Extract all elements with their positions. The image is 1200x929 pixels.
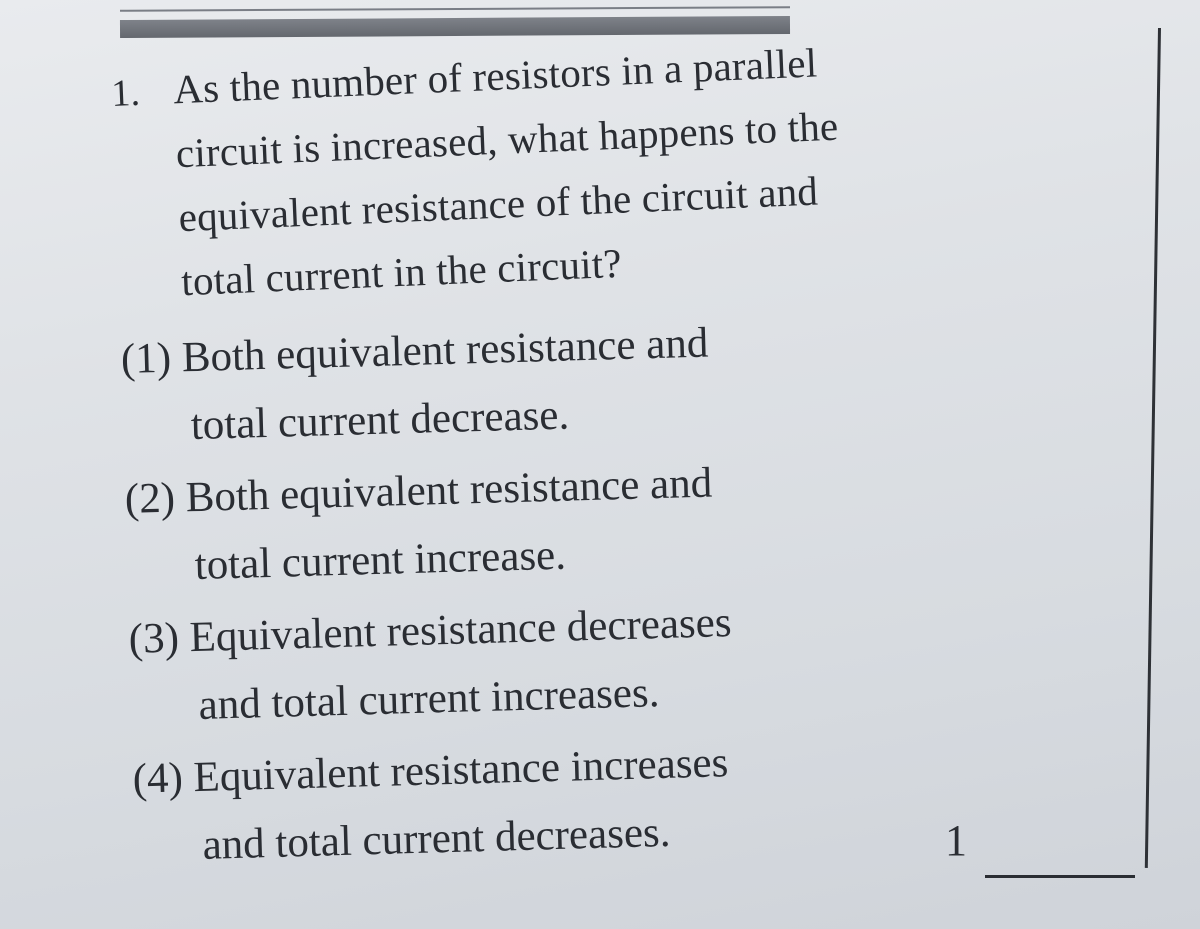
option-text-continued: and total current increases. bbox=[197, 669, 660, 729]
option-text: (2) Both equivalent resistance and bbox=[124, 459, 713, 523]
option-text: (4) Equivalent resistance increases bbox=[132, 739, 729, 803]
option-text: (3) Equivalent resistance decreases bbox=[128, 599, 733, 663]
question-line: As the number of resistors in a parallel bbox=[172, 39, 819, 113]
right-margin-line bbox=[1145, 28, 1161, 868]
question-line: equivalent resistance of the circuit and bbox=[177, 167, 819, 241]
option-text-continued: total current decrease. bbox=[190, 391, 570, 450]
option-text-continued: total current increase. bbox=[194, 531, 567, 589]
answer-number: 1 bbox=[945, 816, 967, 865]
question-line: circuit is increased, what happens to the bbox=[175, 102, 840, 177]
option-3 bbox=[128, 580, 1031, 741]
question-line: total current in the circuit? bbox=[180, 239, 623, 305]
option-text: (1) Both equivalent resistance and bbox=[120, 319, 709, 383]
option-text-continued: and total current decreases. bbox=[201, 808, 672, 869]
option-2 bbox=[124, 440, 1027, 601]
header-thin-rule bbox=[120, 6, 790, 12]
option-1 bbox=[120, 300, 1023, 461]
question-block bbox=[110, 22, 1020, 315]
answer-options bbox=[120, 300, 1035, 885]
answer-blank-line[interactable] bbox=[985, 875, 1135, 878]
option-4 bbox=[132, 720, 1035, 881]
question-number: 1. bbox=[110, 71, 141, 115]
